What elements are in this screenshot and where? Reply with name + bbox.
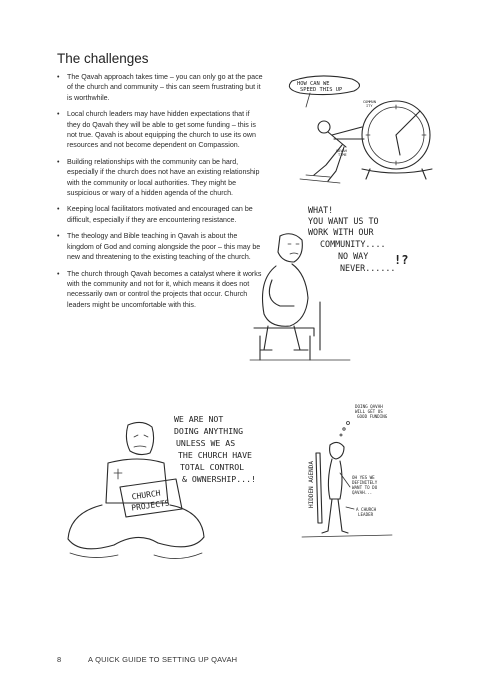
speech-line: WORK WITH OUR [308,227,374,237]
box-label [129,487,170,512]
page-number: 8 [57,655,62,664]
caption-line: LEADER [358,512,374,517]
list-item-text: Building relationships with the community can be hard, especially if the church does not have an existing relationship with the community or local authorities. They might be suspicious or wary of a hidden agenda of the church. [67,157,260,198]
caption-line: A CHURCH [356,507,377,512]
list-item-text: The Qavah approach takes time – you can only go at the pace of the church and community – this can seem frustrating but it is worthwhile. [67,73,263,102]
thought-bubble-dot [347,422,350,425]
clock-illustration [270,75,445,190]
thought-bubble-dot [340,434,342,436]
bullet-marker: • [57,269,60,278]
ground-lines [70,553,202,559]
list-item [57,157,263,199]
speech-text [308,205,395,273]
list-item-text: The theology and Bible teaching in Qavah is about the kingdom of God and coming alongside the poor – this may be new and threatening to the existing teaching of the church. [67,232,261,262]
speech-line: DOING ANYTHING [174,426,244,436]
speech-line: UNLESS WE AS [176,438,236,448]
leader-head [330,442,344,459]
speech-line: NO WAY [338,251,369,261]
list-item [57,204,263,225]
man-arm [269,280,294,306]
list-item [57,231,263,262]
challenges-list [57,72,263,316]
church-leader-illustration [62,405,287,585]
speech-line: THE CHURCH HAVE [178,450,252,460]
bullet-marker: • [57,157,60,166]
speech-line: NEVER...... [340,263,396,273]
thought-bubble-dot [343,428,345,430]
label-line: TIME [338,153,347,157]
thought-line: WILL GET US [355,409,383,414]
list-item [57,72,263,103]
box-label-line: PROJECTS [130,498,171,513]
bullet-marker: • [57,73,60,81]
bullet-marker: • [57,232,60,241]
speech-line: DEFINITELY [352,480,378,485]
caption-text [356,507,379,517]
page-title: The challenges [57,51,149,66]
hidden-agenda-sign: HIDDEN AGENDA [308,461,315,508]
man-legs [260,326,308,350]
leader-body [328,459,342,499]
thought-line: GOOD FUNDING [357,414,388,419]
hidden-agenda-illustration [292,395,422,555]
speech-line: OH YES WE [352,475,375,480]
cross-icon [114,469,122,479]
ground-lines [300,175,340,183]
clock-minute-hand [396,111,420,135]
thought-line: DOING QAVAH [355,404,383,409]
bullet-marker: • [57,110,60,119]
caption-pointer [346,507,354,509]
community-man-illustration [250,200,425,370]
speech-line: TOTAL CONTROL [180,462,245,472]
list-item [57,109,263,151]
speech-tail [306,93,310,107]
speech-line: COMMUNITY.... [320,239,386,249]
speech-line: WE ARE NOT [174,414,224,424]
man-head [278,234,302,262]
sign-post [316,453,322,523]
speech-line: HOW CAN WE [297,81,330,87]
speech-text [297,81,342,93]
list-item [57,269,263,311]
man-face [288,244,299,254]
label-line: QAVAH [336,149,347,153]
clock-hour-hand [396,135,400,155]
label-line: COMMUN [363,100,376,104]
exclaim-mark: !? [394,253,409,267]
speech-line: SPEED THIS UP [300,87,343,93]
ground-line [302,535,392,537]
speech-line: YOU WANT US TO [308,216,379,226]
label-line: ITY [366,104,373,108]
list-item-text: Local church leaders may have hidden expectations that if they do Qavah they will be able to get some funding – this is not true. Qavah is about equipping the church to use its own resources and not become dependent on Compassion. [67,110,256,150]
bullet-marker: • [57,205,60,214]
speech-line: WHAT! [308,205,334,215]
speech-line: & OWNERSHIP...! [182,474,256,484]
leader-face [134,435,148,447]
speech-text [352,475,380,495]
thought-text [355,404,388,419]
clock-stand [362,169,432,179]
speech-text [174,414,257,484]
leader-head [126,422,153,454]
community-label [363,100,378,108]
speech-line: WANT TO DO [352,485,378,490]
speech-line: QAVAH... [352,490,373,495]
box-label-line: CHURCH [131,488,162,502]
pusher-head [318,121,330,133]
leader-legs [322,499,348,533]
list-item-text: Keeping local facilitators motivated and encouraged can be difficult, especially if they are encountering resistance. [67,205,253,224]
list-item-text: The church through Qavah becomes a catalyst where it works with the community and not for it, which means it does not necessarily own or control the projects that occur. Church leaders might be uncomfortable with this. [67,269,262,309]
footer-title: A QUICK GUIDE TO SETTING UP QAVAH [88,655,238,664]
